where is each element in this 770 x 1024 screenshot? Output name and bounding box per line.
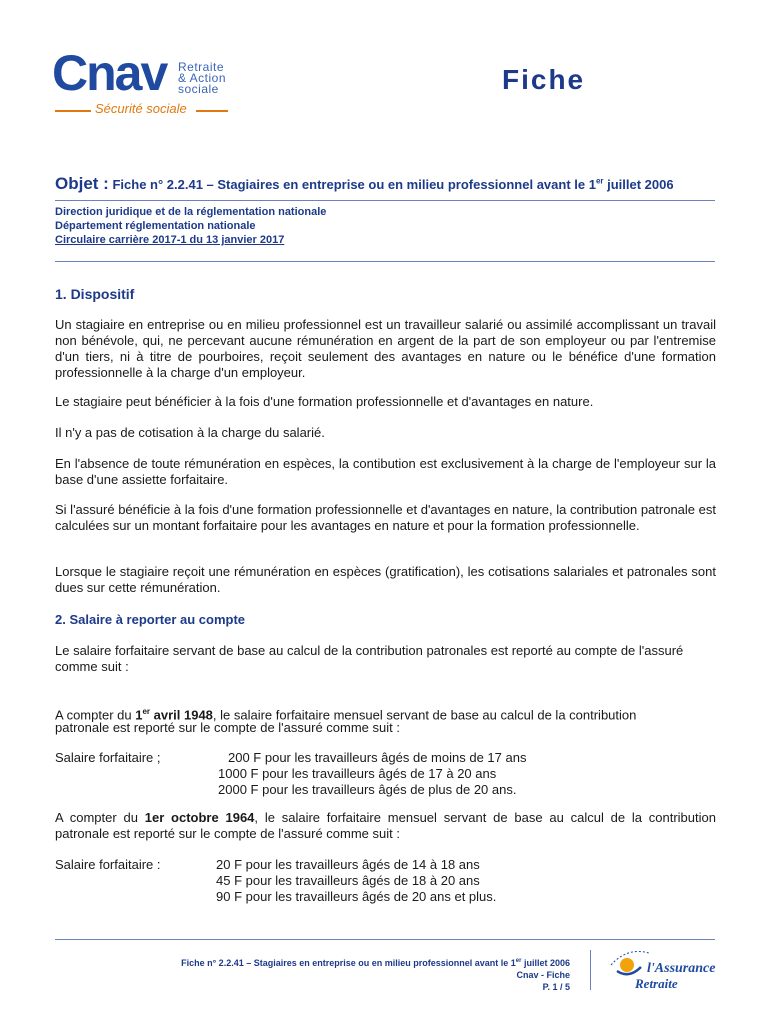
block2-row: 45 F pour les travailleurs âgés de 18 à 20 ans [216, 873, 480, 888]
divider [55, 200, 715, 201]
footer-text [60, 955, 570, 993]
divider [55, 261, 715, 262]
tagline-line: & Action [178, 71, 227, 85]
paragraph: Un stagiaire en entreprise ou en milieu professionnel est un travailleur salarié ou assimilé accomplissant un travail non bénévole, qui, ne percevant aucune rémunération en argent de la part de son employeur ou par l'entremise d'un tiers, ni à titre de pourboires, reçoit seulement des avantages en nature ou le bénéfice d'une formation professionnelle à la charge d'un employeur. [55, 317, 716, 380]
circulaire-link[interactable]: Circulaire carrière 2017-1 du 13 janvier 2017 [55, 234, 285, 246]
cnav-tagline [178, 62, 226, 95]
block1-sup: er [142, 707, 151, 716]
section-2-intro: Le salaire forfaitaire servant de base au calcul de la contribution patronales est reporté au compte de l'assuré comme suit : [55, 643, 684, 674]
objet-label: Objet : [55, 174, 109, 193]
footer-separator [590, 950, 591, 990]
footer-page-number: P. 1 / 5 [542, 982, 570, 992]
objet-text: Fiche n° 2.2.41 – Stagiaires en entreprise ou en milieu professionnel avant le 1 [112, 177, 596, 192]
doc-type-title: Fiche [502, 64, 586, 95]
objet-sup: er [595, 176, 604, 186]
block1-pre: A compter du [55, 707, 136, 723]
block1-row: 1000 F pour les travailleurs âgés de 17 à 20 ans [218, 766, 497, 781]
block1-line2: patronale est reporté sur le compte de l'assuré comme suit : [55, 720, 400, 735]
block2-pre: A compter du [55, 810, 145, 825]
cnav-logo: Cnav [52, 45, 167, 101]
objet-line [55, 174, 674, 194]
section-2-title: 2. Salaire à reporter au compte [55, 612, 246, 627]
tagline-line: sociale [178, 82, 219, 96]
block2-label: Salaire forfaitaire : [55, 857, 161, 872]
paragraph: Il n'y a pas de cotisation à la charge du salarié. [55, 425, 325, 440]
footer-divider [55, 939, 715, 940]
footer-title-after: juillet 2006 [521, 958, 570, 968]
block2-row: 20 F pour les travailleurs âgés de 14 à 18 ans [216, 857, 480, 872]
block2-date: 1er octobre 1964 [144, 810, 255, 825]
objet-text-after: juillet 2006 [603, 177, 674, 192]
paragraph: Si l'assuré bénéficie à la fois d'une formation professionnelle et d'avantages en nature, la contribution patronale est calculées sur un montant forfaitaire pour les avantages en nature et pour la formation professionnelle. [55, 502, 716, 533]
block1-row: 200 F pour les travailleurs âgés de moins de 17 ans [228, 750, 527, 765]
logo-rule-right [196, 110, 228, 112]
assurance-retraite-logo [605, 945, 725, 993]
logo-assurance: l'Assurance [647, 961, 716, 976]
paragraph: Le stagiaire peut bénéficier à la fois d'une formation professionnelle et d'avantages en nature. [55, 394, 594, 409]
footer-title: Fiche n° 2.2.41 – Stagiaires en entreprise ou en milieu professionnel avant le 1 [181, 958, 516, 968]
logo-retraite: Retraite [635, 976, 678, 991]
block2-post: , le salaire forfaitaire mensuel servant de base au calcul de la contribution patronale est reporté sur le compte de l'assuré comme suit : [55, 810, 716, 841]
footer-sup: er [515, 958, 522, 964]
paragraph: En l'absence de toute rémunération en espèces, la contibution est exclusivement à la charge de l'employeur sur la base d'une assiette forfaitaire. [55, 456, 716, 487]
departement-line: Département réglementation nationale [55, 220, 256, 232]
logo-rule-left [55, 110, 91, 112]
paragraph: Lorsque le stagiaire reçoit une rémunération en espèces (gratification), les cotisations salariales et patronales sont dues sur cette rémunération. [55, 564, 716, 595]
footer-line-1 [60, 955, 570, 969]
block1-date: 1 [135, 707, 143, 723]
block2-paragraph [55, 810, 716, 842]
securite-sociale-label: Sécurité sociale [95, 101, 187, 116]
section-1-title: 1. Dispositif [55, 286, 135, 302]
block1-date-after: avril 1948 [150, 707, 213, 723]
block1-label: Salaire forfaitaire ; [55, 750, 161, 765]
footer-line-2: Cnav - Fiche [516, 970, 570, 980]
block2-row: 90 F pour les travailleurs âgés de 20 ans et plus. [216, 889, 497, 904]
block1-post: , le salaire forfaitaire mensuel servant de base au calcul de la contribution [212, 707, 637, 723]
block1-row: 2000 F pour les travailleurs âgés de plus de 20 ans. [218, 782, 517, 797]
tagline-line: Retraite [178, 60, 225, 74]
direction-line: Direction juridique et de la réglementation nationale [55, 206, 327, 218]
